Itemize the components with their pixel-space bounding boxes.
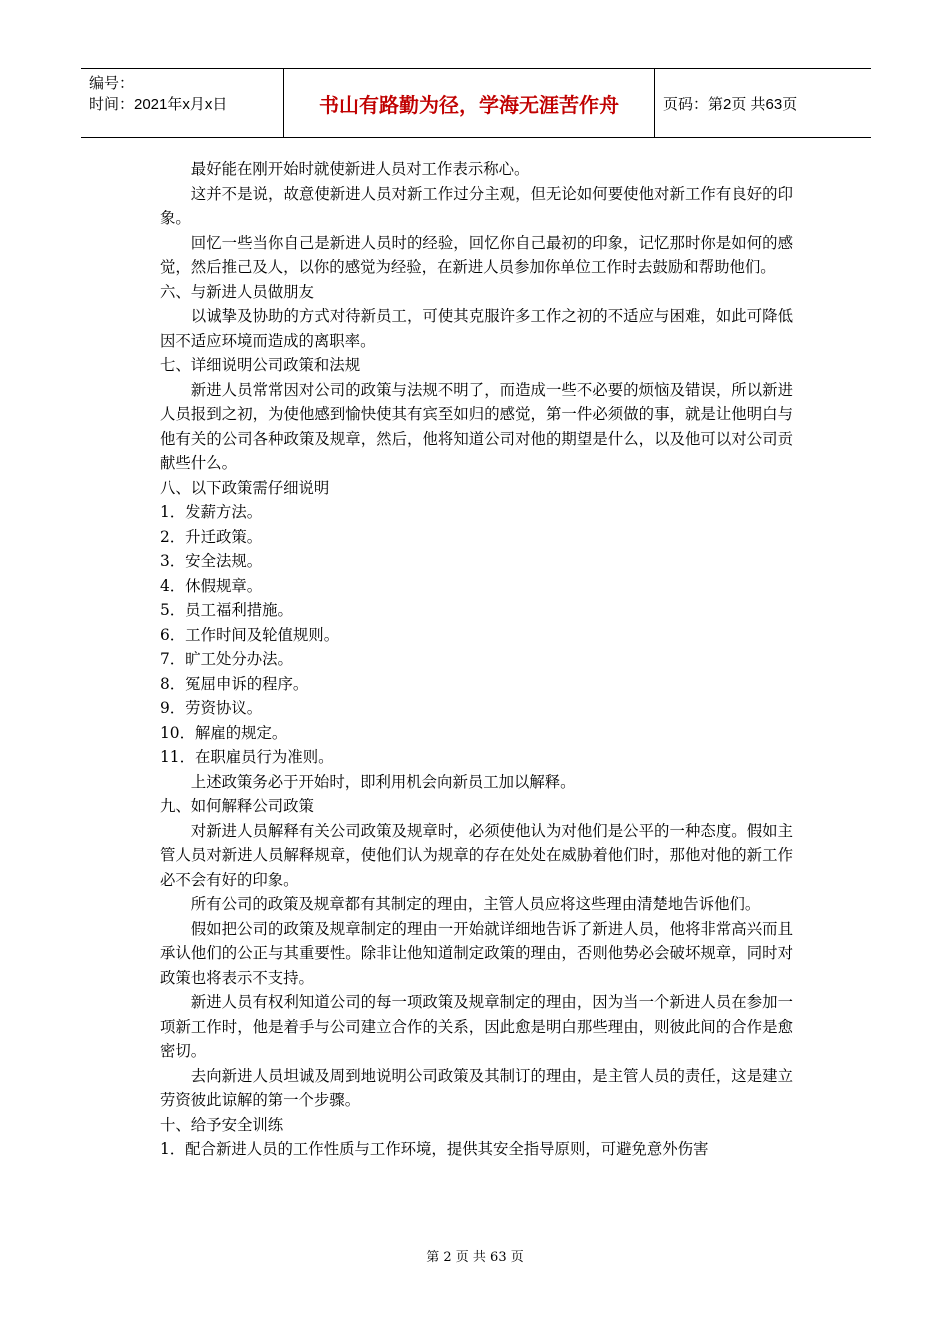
body-paragraph: 假如把公司的政策及规章制定的理由一开始就详细地告诉了新进人员，他将非常高兴而且承认他们的公正与其重要性。除非让他知道制定政策的理由，否则他势必会破坏规章，同时对政策也将表示不支持。 bbox=[160, 919, 793, 987]
body-paragraph: 8．冤屈申诉的程序。 bbox=[160, 674, 309, 693]
document-body bbox=[160, 157, 793, 1162]
body-paragraph: 这并不是说，故意使新进人员对新工作过分主观，但无论如何要使他对新工作有良好的印象。 bbox=[160, 184, 793, 227]
body-paragraph: 所有公司的政策及规章都有其制定的理由，主管人员应将这些理由清楚地告诉他们。 bbox=[190, 895, 761, 913]
body-paragraph: 去向新进人员坦诚及周到地说明公司政策及其制订的理由，是主管人员的责任，这是建立劳资彼此谅解的第一个步骤。 bbox=[160, 1066, 793, 1109]
body-paragraph: 上述政策务必于开始时，即利用机会向新员工加以解释。 bbox=[190, 772, 576, 791]
body-paragraph: 新进人员有权利知道公司的每一项政策及规章制定的理由，因为当一个新进人员在参加一项新工作时，他是着手与公司建立合作的关系，因此愈是明白那些理由，则彼此间的合作是愈密切。 bbox=[160, 993, 793, 1060]
body-paragraph: 最好能在刚开始时就使新进人员对工作表示称心。 bbox=[190, 160, 530, 178]
body-paragraph: 9．劳资协议。 bbox=[160, 699, 263, 717]
body-paragraph: 七、详细说明公司政策和法规 bbox=[160, 356, 361, 374]
header-info-cell bbox=[81, 69, 284, 137]
body-paragraph: 4．休假规章。 bbox=[160, 576, 263, 595]
body-paragraph: 5．员工福利措施。 bbox=[160, 601, 293, 619]
body-paragraph: 3．安全法规。 bbox=[160, 552, 263, 570]
page-header bbox=[81, 68, 871, 138]
body-paragraph: 回忆一些当你自己是新进人员时的经验，回忆你自己最初的印象，记忆那时你是如何的感觉，然后推己及人，以你的感觉为经验，在新进人员参加你单位工作时去鼓励和帮助他们。 bbox=[160, 233, 793, 276]
body-paragraph: 1．配合新进人员的工作性质与工作环境，提供其安全指导原则，可避免意外伤害 bbox=[160, 1140, 709, 1158]
body-paragraph: 十、给予安全训练 bbox=[160, 1115, 284, 1134]
body-paragraph: 九、如何解释公司政策 bbox=[160, 797, 314, 815]
body-paragraph: 八、以下政策需仔细说明 bbox=[160, 478, 330, 497]
body-paragraph: 11．在职雇员行为准则。 bbox=[160, 748, 334, 766]
body-paragraph: 对新进人员解释有关公司政策及规章时，必须使他认为对他们是公平的一种态度。假如主管人员对新进人员解释规章，使他们认为规章的存在处处在威胁着他们时，那他对他的新工作必不会有好的印象。 bbox=[160, 821, 793, 889]
body-paragraph: 新进人员常常因对公司的政策与法规不明了，而造成一些不必要的烦恼及错误，所以新进人员报到之初，为使他感到愉快使其有宾至如归的感觉，第一件必须做的事，就是让他明白与他有关的公司各种政策及规章，然后，他将知道公司对他的期望是什么，以及他可以对公司贡献些什么。 bbox=[160, 380, 793, 472]
body-paragraph: 以诚挚及协助的方式对待新员工，可使其克服许多工作之初的不适应与困难，如此可降低因不适应环境而造成的离职率。 bbox=[160, 307, 793, 350]
body-paragraph: 10．解雇的规定。 bbox=[160, 723, 288, 742]
body-paragraph: 7．旷工处分办法。 bbox=[160, 650, 293, 668]
page-footer: 第 2 页 共 63 页 bbox=[426, 1250, 524, 1265]
document-number-label: 编号： bbox=[89, 75, 135, 92]
header-motto: 书山有路勤为径，学海无涯苦作舟 bbox=[284, 69, 655, 137]
body-paragraph: 2．升迁政策。 bbox=[160, 527, 263, 546]
body-paragraph: 1．发薪方法。 bbox=[160, 503, 263, 521]
body-paragraph: 6．工作时间及轮值规则。 bbox=[160, 625, 340, 644]
body-paragraph: 六、与新进人员做朋友 bbox=[160, 282, 314, 301]
header-page-code: 页码：第2页 共63页 bbox=[663, 95, 798, 113]
document-time-label: 时间：2021年x月x日 bbox=[89, 96, 228, 113]
